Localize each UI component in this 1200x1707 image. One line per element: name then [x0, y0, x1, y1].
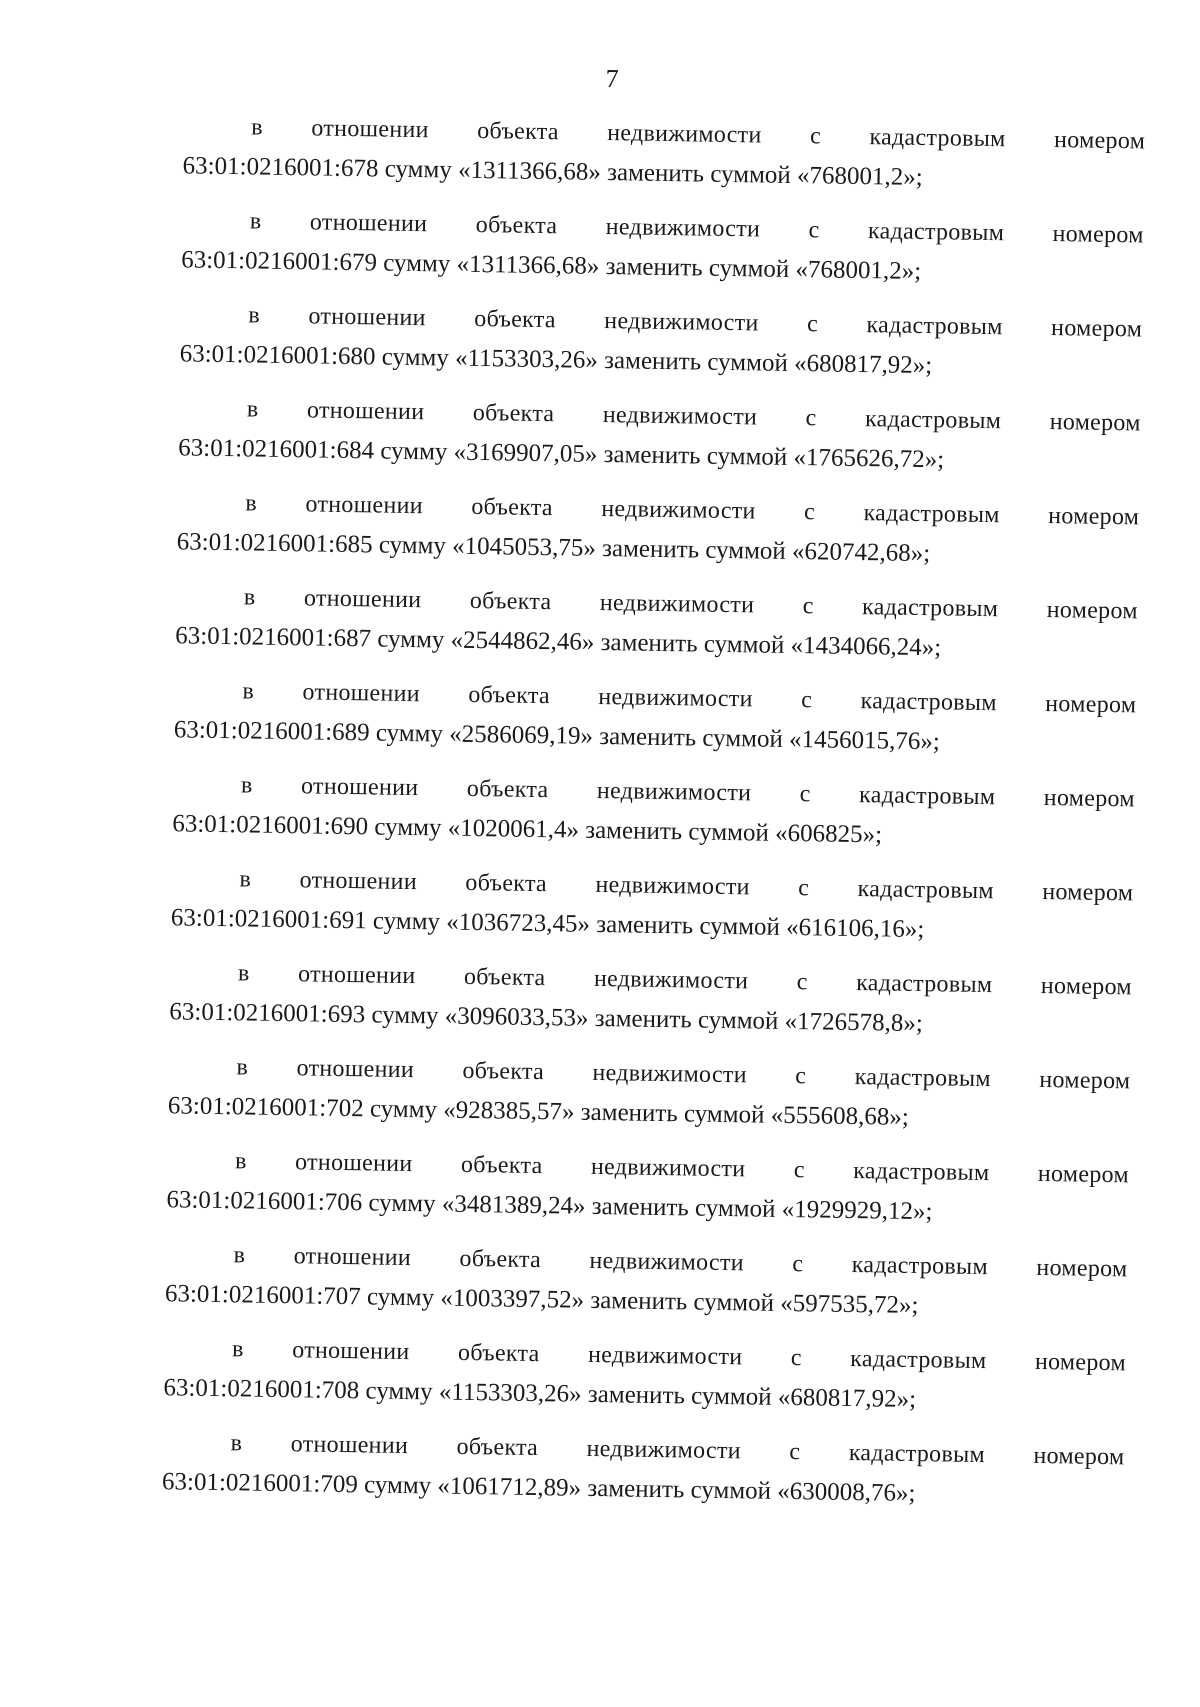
amendment-paragraph [163, 1333, 1126, 1442]
amendment-paragraph [181, 205, 1144, 314]
paragraph-amendment-line: 63:01:0216001:689 сумму «2586069,19» заменить суммой «1456015,76»; [173, 716, 940, 756]
paragraph-amendment-line: 63:01:0216001:690 сумму «1020061,4» заменить суммой «606825»; [172, 810, 883, 849]
amendment-paragraph [164, 1239, 1127, 1348]
amendment-paragraph [178, 393, 1141, 502]
paragraph-intro-line: в отношении объекта недвижимости с кадастровым номером [230, 1430, 1125, 1471]
paragraph-amendment-line: 63:01:0216001:702 сумму «928385,57» заменить суммой «555608,68»; [167, 1092, 910, 1131]
paragraph-intro-line: в отношении объекта недвижимости с кадастровым номером [240, 772, 1136, 813]
paragraph-intro-line: в отношении объекта недвижимости с кадастровым номером [239, 866, 1134, 907]
paragraph-intro-line: в отношении объекта недвижимости с кадастровым номером [251, 114, 1146, 155]
paragraph-intro-line: в отношении объекта недвижимости с кадастровым номером [242, 678, 1137, 719]
paragraph-intro-line: в отношении объекта недвижимости с кадастровым номером [243, 584, 1139, 625]
paragraph-amendment-line: 63:01:0216001:687 сумму «2544862,46» заменить суммой «1434066,24»; [175, 622, 942, 662]
paragraph-intro-line: в отношении объекта недвижимости с кадастровым номером [246, 396, 1141, 437]
amendment-paragraph [170, 863, 1133, 972]
paragraph-amendment-line: 63:01:0216001:707 сумму «1003397,52» заменить суммой «597535,72»; [164, 1280, 919, 1320]
paragraph-intro-line: в отношении объекта недвижимости с кадастровым номером [245, 490, 1140, 531]
paragraph-intro-line: в отношении объекта недвижимости с кадастровым номером [234, 1148, 1130, 1189]
paragraph-amendment-line: 63:01:0216001:708 сумму «1153303,26» заменить суммой «680817,92»; [163, 1374, 917, 1414]
amendment-paragraph [179, 299, 1142, 408]
amendment-paragraph [166, 1145, 1129, 1254]
amendment-paragraph [161, 1427, 1124, 1536]
paragraph-amendment-line: 63:01:0216001:685 сумму «1045053,75» заменить суммой «620742,68»; [176, 528, 931, 568]
paragraph-amendment-line: 63:01:0216001:684 сумму «3169907,05» заменить суммой «1765626,72»; [178, 434, 945, 474]
paragraph-amendment-line: 63:01:0216001:679 сумму «1311366,68» заменить суммой «768001,2»; [180, 246, 922, 285]
paragraph-amendment-line: 63:01:0216001:678 сумму «1311366,68» заменить суммой «768001,2»; [182, 152, 923, 191]
amendment-paragraph [172, 769, 1135, 878]
paragraph-amendment-line: 63:01:0216001:680 сумму «1153303,26» заменить суммой «680817,92»; [179, 340, 933, 380]
paragraph-intro-line: в отношении объекта недвижимости с кадастровым номером [237, 960, 1133, 1001]
amendment-paragraph [176, 487, 1139, 596]
paragraph-intro-line: в отношении объекта недвижимости с кадастровым номером [236, 1054, 1131, 1095]
amendment-paragraph [169, 957, 1132, 1066]
amendment-paragraph [167, 1051, 1130, 1160]
paragraph-intro-line: в отношении объекта недвижимости с кадастровым номером [231, 1336, 1127, 1377]
amendment-paragraph [175, 581, 1138, 690]
amendment-paragraph [173, 675, 1136, 784]
paragraph-amendment-line: 63:01:0216001:709 сумму «1061712,89» заменить суммой «630008,76»; [161, 1468, 916, 1508]
paragraph-amendment-line: 63:01:0216001:693 сумму «3096033,53» заменить суммой «1726578,8»; [169, 998, 924, 1038]
paragraph-intro-line: в отношении объекта недвижимости с кадастровым номером [249, 208, 1144, 249]
paragraph-intro-line: в отношении объекта недвижимости с кадастровым номером [248, 302, 1143, 343]
paragraph-amendment-line: 63:01:0216001:706 сумму «3481389,24» заменить суммой «1929929,12»; [166, 1186, 933, 1226]
amendment-paragraph [182, 111, 1145, 220]
amendment-list [161, 111, 1145, 1536]
paragraph-amendment-line: 63:01:0216001:691 сумму «1036723,45» заменить суммой «616106,16»; [170, 904, 925, 944]
page-number: 7 [605, 63, 619, 94]
paragraph-intro-line: в отношении объекта недвижимости с кадастровым номером [233, 1242, 1128, 1283]
